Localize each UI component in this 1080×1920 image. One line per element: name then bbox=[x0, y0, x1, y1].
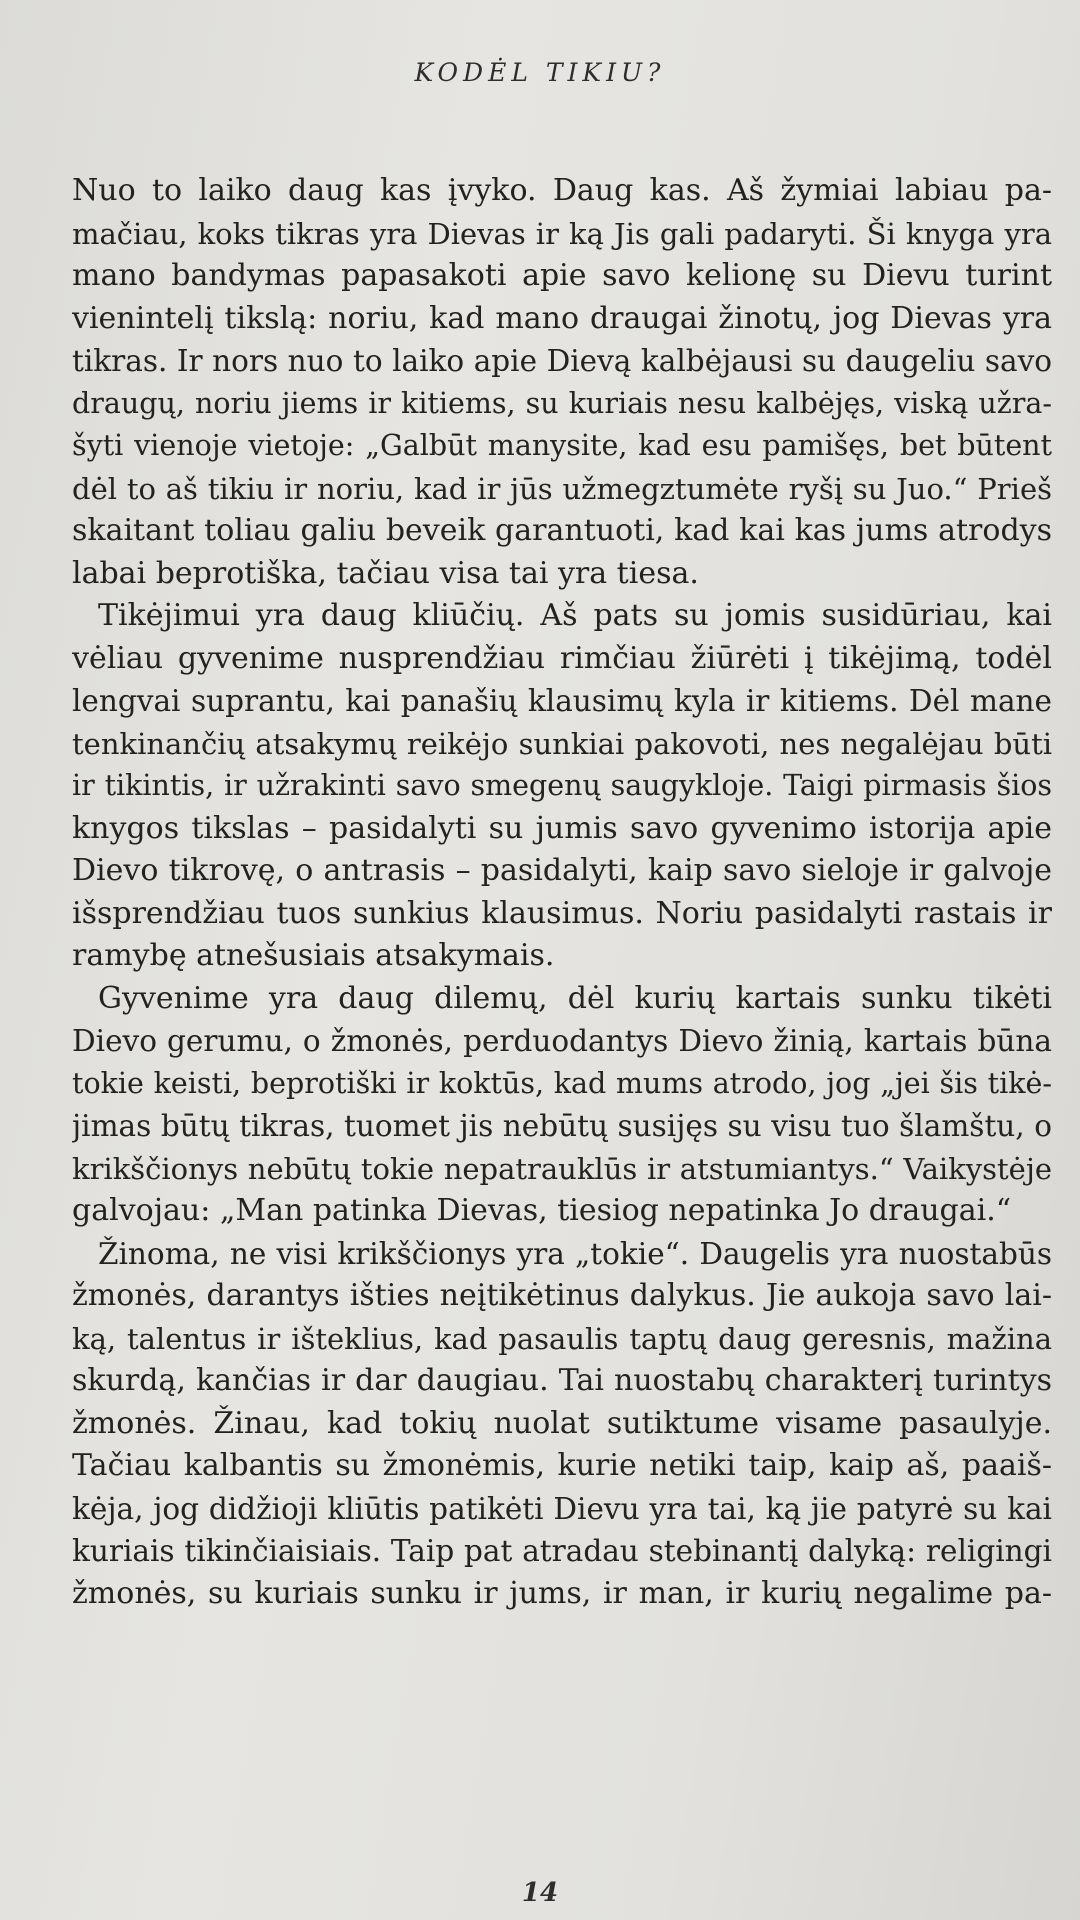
text-line: Tikėjimui yra daug kliūčių. Aš pats su jomis susidūriau, kai bbox=[98, 598, 1052, 633]
text-line: žmonės. Žinau, kad tokių nuolat sutiktume visame pasaulyje. bbox=[72, 1405, 1052, 1441]
text-line: tenkinančių atsakymų reikėjo sunkiai pakovoti, nes negalėjau būti bbox=[72, 726, 1052, 761]
text-line: labai beprotiška, tačiau visa tai yra tiesa. bbox=[72, 555, 699, 591]
text-line: ką, talentus ir išteklius, kad pasaulis taptų daug geresnis, mažina bbox=[72, 1321, 1052, 1356]
paragraph bbox=[72, 170, 1052, 595]
paragraph bbox=[72, 1233, 1052, 1616]
text-line: mano bandymas papasakoti apie savo kelionę su Dievu turint bbox=[72, 258, 1052, 293]
text-line: galvojau: „Man patinka Dievas, tiesiog nepatinka Jo draugai.“ bbox=[72, 1193, 1012, 1228]
text-line: kuriais tikinčiaisiais. Taip pat atradau stebinantį dalyką: religingi bbox=[72, 1534, 1052, 1568]
text-line: kėja, jog didžioji kliūtis patikėti Dievu yra tai, ką jie patyrė su kai bbox=[72, 1491, 1052, 1526]
text-line: jimas būtų tikras, tuomet jis nebūtų susijęs su visu tuo šlamštu, o bbox=[72, 1109, 1052, 1143]
text-line: krikščionys nebūtų tokie nepatrauklūs ir atstumiantys.“ Vaikystėje bbox=[72, 1151, 1052, 1186]
text-line: vienintelį tikslą: noriu, kad mano draugai žinotų, jog Dievas yra bbox=[72, 300, 1052, 336]
text-line: skurdą, kančias ir dar daugiau. Tai nuostabų charakterį turintys bbox=[72, 1363, 1052, 1398]
text-line: Tačiau kalbantis su žmonėmis, kurie netiki taip, kaip aš, paaiš- bbox=[72, 1448, 1052, 1483]
page-number: 14 bbox=[521, 1878, 559, 1908]
text-line: tikras. Ir nors nuo to laiko apie Dievą kalbėjausi su daugeliu savo bbox=[72, 344, 1052, 378]
paragraph bbox=[72, 978, 1052, 1233]
text-line: ramybę atnešusiais atsakymais. bbox=[72, 938, 555, 973]
text-line: Gyvenime yra daug dilemų, dėl kurių kartais sunku tikėti bbox=[98, 980, 1052, 1016]
text-line: dėl to aš tikiu ir noriu, kad ir jūs užmegztumėte ryšį su Juo.“ Prieš bbox=[72, 471, 1052, 506]
text-line: Nuo to laiko daug kas įvyko. Daug kas. Aš žymiai labiau pa- bbox=[72, 173, 1052, 208]
running-head: KODĖL TIKIU? bbox=[414, 58, 666, 87]
text-line: vėliau gyvenime nusprendžiau rimčiau žiūrėti į tikėjimą, todėl bbox=[72, 640, 1052, 676]
text-line: Dievo tikrovę, o antrasis – pasidalyti, kaip savo sieloje ir galvoje bbox=[72, 853, 1052, 888]
text-line: žmonės, su kuriais sunku ir jums, ir man, ir kurių negalime pa- bbox=[72, 1575, 1052, 1611]
text-line: mačiau, koks tikras yra Dievas ir ką Jis gali padaryti. Ši knyga yra bbox=[72, 216, 1052, 251]
text-line: išsprendžiau tuos sunkius klausimus. Noriu pasidalyti rastais ir bbox=[72, 895, 1052, 931]
text-line: žmonės, darantys išties neįtikėtinus dalykus. Jie aukoja savo lai- bbox=[72, 1278, 1052, 1313]
text-line: ir tikintis, ir užrakinti savo smegenų saugykloje. Taigi pirmasis šios bbox=[72, 769, 1052, 802]
text-line: skaitant toliau galiu beveik garantuoti, kad kai kas jums atrodys bbox=[72, 513, 1052, 548]
text-line: draugų, noriu jiems ir kitiems, su kuriais nesu kalbėjęs, viską užra- bbox=[72, 386, 1052, 420]
paragraph bbox=[72, 595, 1052, 978]
text-line: tokie keisti, beprotiški ir koktūs, kad mums atrodo, jog „jei šis tikė- bbox=[72, 1066, 1052, 1100]
text-line: Žinoma, ne visi krikščionys yra „tokie“. Daugelis yra nuostabūs bbox=[98, 1236, 1052, 1271]
text-line: knygos tikslas – pasidalyti su jumis savo gyvenimo istorija apie bbox=[72, 810, 1052, 846]
body-text bbox=[72, 170, 1052, 1615]
text-line: Dievo gerumu, o žmonės, perduodantys Dievo žinią, kartais būna bbox=[72, 1024, 1052, 1058]
text-line: šyti vienoje vietoje: „Galbūt manysite, kad esu pamišęs, bet būtent bbox=[72, 429, 1052, 462]
text-line: lengvai suprantu, kai panašių klausimų kyla ir kitiems. Dėl mane bbox=[72, 684, 1052, 718]
